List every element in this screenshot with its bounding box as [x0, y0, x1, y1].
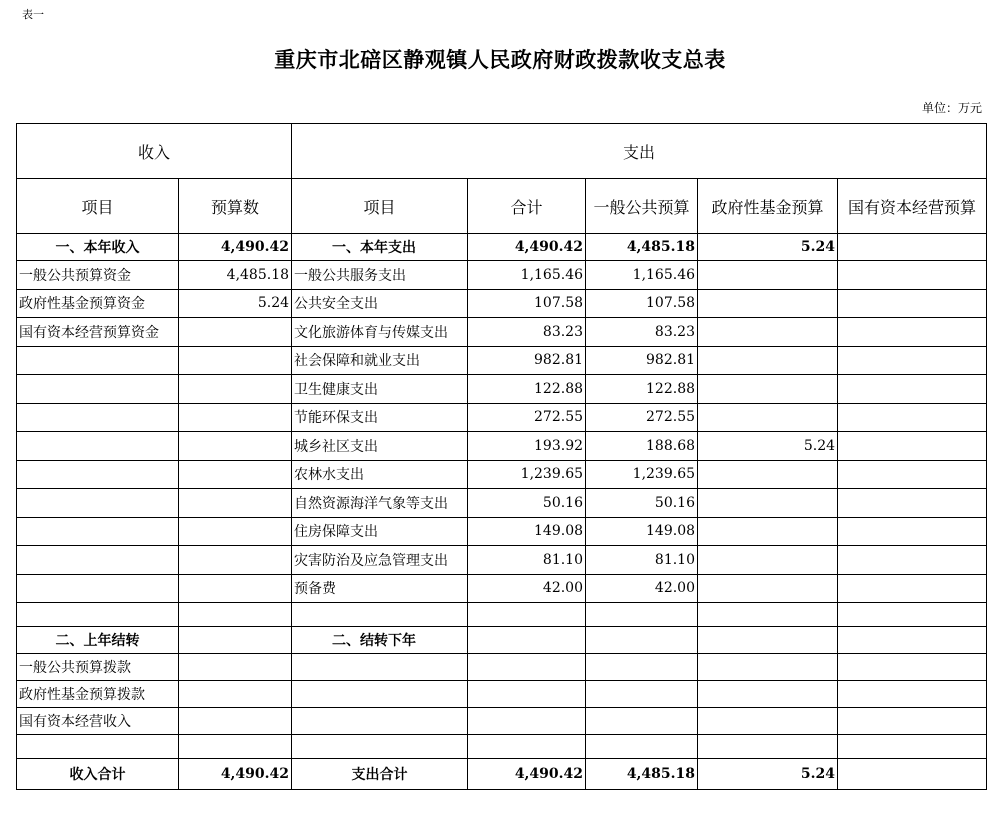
- total-header: 合计: [468, 179, 586, 234]
- income-amount: [179, 489, 292, 518]
- expense-general: 42.00: [586, 574, 698, 603]
- expense-state: [838, 489, 987, 518]
- income-amount: [179, 517, 292, 546]
- blank-cell: [179, 603, 292, 627]
- blank-cell: [698, 654, 838, 681]
- expense-general: 1,239.65: [586, 460, 698, 489]
- expense-general: 50.16: [586, 489, 698, 518]
- income-total-amount: 4,490.42: [179, 759, 292, 790]
- blank-cell: [468, 708, 586, 735]
- current-income-label: 一、本年收入: [17, 234, 179, 261]
- expense-item: 农林水支出: [292, 460, 468, 489]
- expense-total: 982.81: [468, 346, 586, 375]
- header-row-1: [17, 124, 987, 179]
- current-year-row: [17, 234, 987, 261]
- current-total: 4,490.42: [468, 234, 586, 261]
- expense-total-sum: 4,490.42: [468, 759, 586, 790]
- table-row: [17, 574, 987, 603]
- unit-label: 单位：万元: [921, 101, 982, 115]
- expense-general: 83.23: [586, 318, 698, 347]
- blank-cell: [468, 603, 586, 627]
- expense-total: 107.58: [468, 289, 586, 318]
- expense-item: 城乡社区支出: [292, 432, 468, 461]
- income-amount: [179, 460, 292, 489]
- carry-item: 国有资本经营收入: [17, 708, 179, 735]
- expense-item: 自然资源海洋气象等支出: [292, 489, 468, 518]
- blank-cell: [698, 627, 838, 654]
- table-row: [17, 489, 987, 518]
- blank-cell: [838, 654, 987, 681]
- table-row: [17, 546, 987, 575]
- income-item: 政府性基金预算资金: [17, 289, 179, 318]
- expense-general: 107.58: [586, 289, 698, 318]
- expense-total: 1,165.46: [468, 261, 586, 290]
- income-item: [17, 432, 179, 461]
- blank-cell: [838, 735, 987, 759]
- table-row: [17, 403, 987, 432]
- expense-total: 193.92: [468, 432, 586, 461]
- blank-cell: [179, 627, 292, 654]
- finance-table: [16, 123, 987, 790]
- income-amount: [179, 346, 292, 375]
- expense-general: 122.88: [586, 375, 698, 404]
- current-state: [838, 234, 987, 261]
- header-row-2: [17, 179, 987, 234]
- carry-item-row: [17, 681, 987, 708]
- income-item: [17, 574, 179, 603]
- income-amount: [179, 318, 292, 347]
- state-capital-header: 国有资本经营预算: [838, 179, 987, 234]
- income-amount: [179, 546, 292, 575]
- table-row: [17, 289, 987, 318]
- blank-cell: [468, 627, 586, 654]
- income-item: [17, 403, 179, 432]
- expense-fund: [698, 574, 838, 603]
- expense-fund: [698, 460, 838, 489]
- expense-general: 149.08: [586, 517, 698, 546]
- expense-total-label: 支出合计: [292, 759, 468, 790]
- expense-state: [838, 346, 987, 375]
- expense-fund-sum: 5.24: [698, 759, 838, 790]
- blank-cell: [586, 735, 698, 759]
- carry-item: 政府性基金预算拨款: [17, 681, 179, 708]
- expense-general: 982.81: [586, 346, 698, 375]
- expense-state: [838, 289, 987, 318]
- income-item: [17, 517, 179, 546]
- blank-cell: [698, 735, 838, 759]
- blank-cell: [292, 681, 468, 708]
- blank-cell: [292, 708, 468, 735]
- blank-cell: [698, 708, 838, 735]
- table-row: [17, 375, 987, 404]
- current-income-amount: 4,490.42: [179, 234, 292, 261]
- blank-cell: [292, 654, 468, 681]
- expense-state: [838, 403, 987, 432]
- income-amount: [179, 375, 292, 404]
- income-amount: 5.24: [179, 289, 292, 318]
- expense-general: 1,165.46: [586, 261, 698, 290]
- expense-state-sum: [838, 759, 987, 790]
- expense-fund: [698, 261, 838, 290]
- expense-item: 社会保障和就业支出: [292, 346, 468, 375]
- carry-over-row: [17, 627, 987, 654]
- blank-cell: [838, 681, 987, 708]
- expense-fund: [698, 346, 838, 375]
- expense-item-header: 项目: [292, 179, 468, 234]
- expense-state: [838, 375, 987, 404]
- expense-state: [838, 432, 987, 461]
- blank-cell: [586, 627, 698, 654]
- expense-fund: [698, 375, 838, 404]
- blank-cell: [179, 654, 292, 681]
- income-amount: [179, 574, 292, 603]
- blank-row: [17, 603, 987, 627]
- blank-cell: [179, 708, 292, 735]
- page-title: 重庆市北碚区静观镇人民政府财政拨款收支总表: [274, 47, 726, 72]
- expense-fund: [698, 489, 838, 518]
- expense-fund: [698, 546, 838, 575]
- carry-item-row: [17, 654, 987, 681]
- income-amount: [179, 432, 292, 461]
- expense-state: [838, 546, 987, 575]
- current-fund: 5.24: [698, 234, 838, 261]
- income-item: [17, 460, 179, 489]
- expense-total: 122.88: [468, 375, 586, 404]
- blank-cell: [468, 681, 586, 708]
- expense-state: [838, 318, 987, 347]
- blank-cell: [698, 603, 838, 627]
- expense-state: [838, 261, 987, 290]
- blank-cell: [468, 735, 586, 759]
- blank-cell: [17, 735, 179, 759]
- expense-general: 188.68: [586, 432, 698, 461]
- expense-item: 公共安全支出: [292, 289, 468, 318]
- income-item: [17, 346, 179, 375]
- blank-cell: [292, 603, 468, 627]
- blank-cell: [586, 681, 698, 708]
- blank-cell: [586, 708, 698, 735]
- income-total-label: 收入合计: [17, 759, 179, 790]
- blank-cell: [179, 681, 292, 708]
- expense-item: 预备费: [292, 574, 468, 603]
- expense-fund: [698, 318, 838, 347]
- income-item: [17, 489, 179, 518]
- table-number-label: 表一: [22, 8, 44, 21]
- expense-total: 149.08: [468, 517, 586, 546]
- table-row: [17, 318, 987, 347]
- income-item: 一般公共预算资金: [17, 261, 179, 290]
- table-row: [17, 517, 987, 546]
- expense-fund: [698, 403, 838, 432]
- blank-cell: [586, 603, 698, 627]
- income-item: [17, 375, 179, 404]
- table-row: [17, 346, 987, 375]
- blank-row: [17, 735, 987, 759]
- expense-item: 卫生健康支出: [292, 375, 468, 404]
- carry-item-row: [17, 708, 987, 735]
- expense-state: [838, 517, 987, 546]
- next-year-carry-label: 二、结转下年: [292, 627, 468, 654]
- current-general: 4,485.18: [586, 234, 698, 261]
- table-row: [17, 261, 987, 290]
- blank-cell: [838, 627, 987, 654]
- blank-cell: [17, 603, 179, 627]
- expense-item: 灾害防治及应急管理支出: [292, 546, 468, 575]
- totals-row: [17, 759, 987, 790]
- expense-fund: [698, 517, 838, 546]
- expense-fund: [698, 289, 838, 318]
- blank-cell: [292, 735, 468, 759]
- expense-total: 272.55: [468, 403, 586, 432]
- blank-cell: [468, 654, 586, 681]
- blank-cell: [586, 654, 698, 681]
- expense-total: 50.16: [468, 489, 586, 518]
- expense-total: 42.00: [468, 574, 586, 603]
- expense-total: 1,239.65: [468, 460, 586, 489]
- expense-item: 住房保障支出: [292, 517, 468, 546]
- expense-item: 一般公共服务支出: [292, 261, 468, 290]
- prev-year-carry-label: 二、上年结转: [17, 627, 179, 654]
- expense-total: 83.23: [468, 318, 586, 347]
- fund-budget-header: 政府性基金预算: [698, 179, 838, 234]
- table-row: [17, 460, 987, 489]
- expense-item: 文化旅游体育与传媒支出: [292, 318, 468, 347]
- table-row: [17, 432, 987, 461]
- expense-state: [838, 460, 987, 489]
- income-amount: 4,485.18: [179, 261, 292, 290]
- blank-cell: [838, 603, 987, 627]
- blank-cell: [838, 708, 987, 735]
- expense-general: 81.10: [586, 546, 698, 575]
- income-item: [17, 546, 179, 575]
- current-expense-label: 一、本年支出: [292, 234, 468, 261]
- carry-item: 一般公共预算拨款: [17, 654, 179, 681]
- expense-total: 81.10: [468, 546, 586, 575]
- general-budget-header: 一般公共预算: [586, 179, 698, 234]
- blank-cell: [179, 735, 292, 759]
- blank-cell: [698, 681, 838, 708]
- expense-general: 272.55: [586, 403, 698, 432]
- income-item-header: 项目: [17, 179, 179, 234]
- expense-header: 支出: [292, 124, 987, 179]
- income-item: 国有资本经营预算资金: [17, 318, 179, 347]
- expense-fund: 5.24: [698, 432, 838, 461]
- expense-state: [838, 574, 987, 603]
- income-header: 收入: [17, 124, 292, 179]
- income-amount: [179, 403, 292, 432]
- expense-general-sum: 4,485.18: [586, 759, 698, 790]
- expense-item: 节能环保支出: [292, 403, 468, 432]
- income-budget-header: 预算数: [179, 179, 292, 234]
